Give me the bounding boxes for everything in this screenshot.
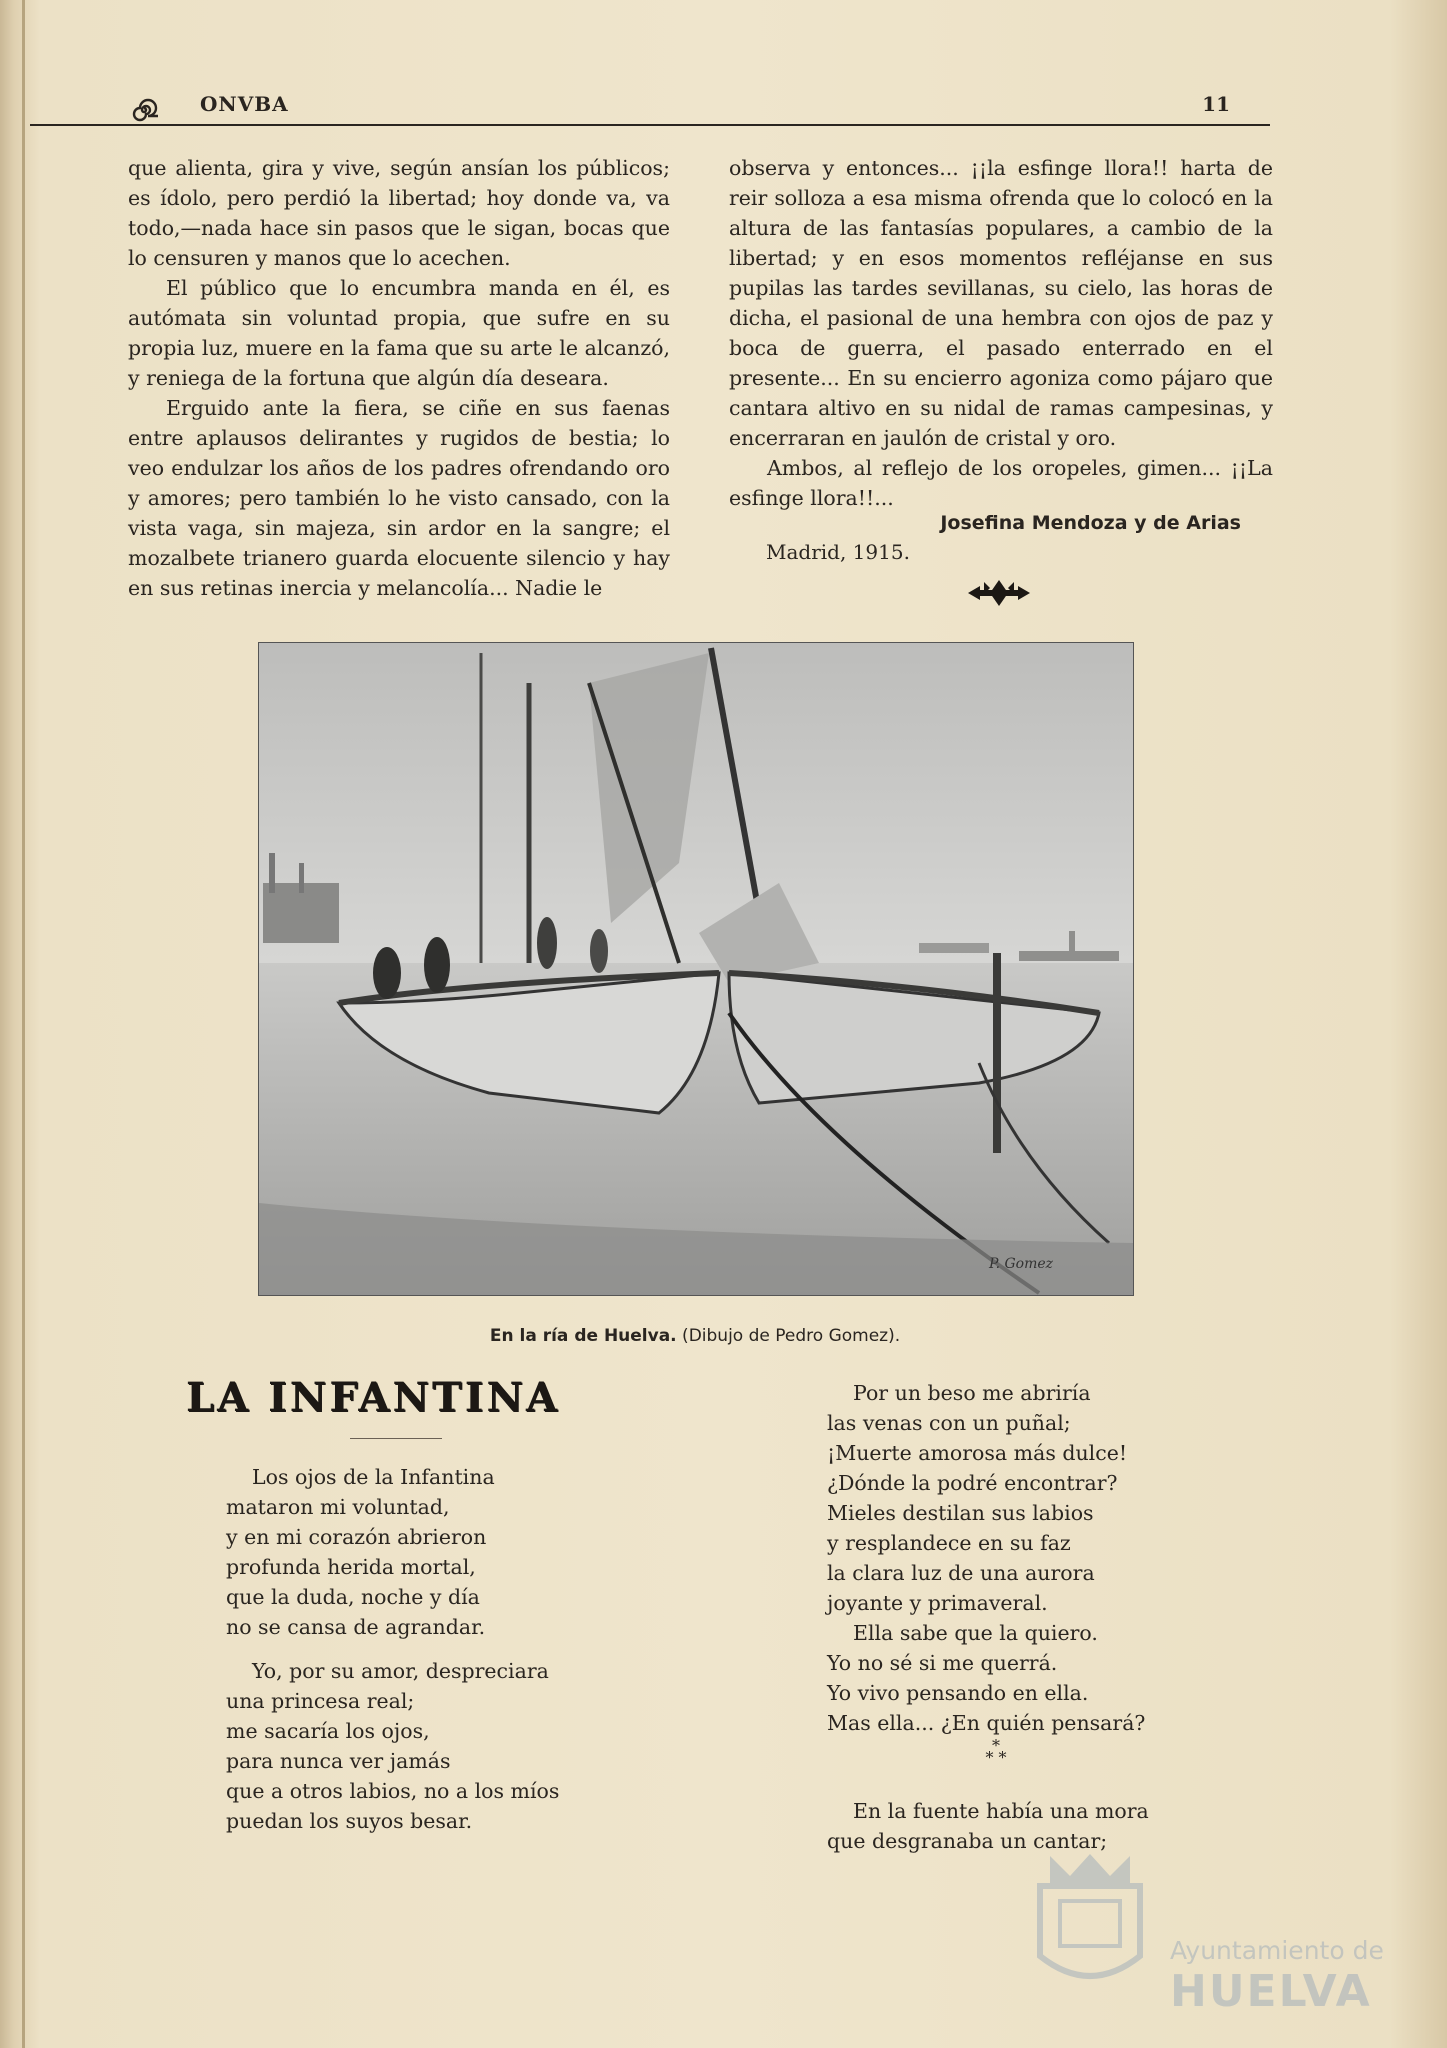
verse-line: mataron mi voluntad,: [226, 1495, 450, 1519]
verse-line: y en mi corazón abrieron: [226, 1525, 487, 1549]
verse-line: ¿Dónde la podré encontrar?: [827, 1471, 1118, 1495]
verse-line: Los ojos de la Infantina: [252, 1465, 495, 1489]
poem-right-column: [827, 1378, 1149, 1870]
verse-line: Ella sabe que la quiero.: [853, 1621, 1098, 1645]
paragraph: observa y entonces... ¡¡la esfinge llora!! harta de reir solloza a esa misma ofrenda que lo colocó en la altura de las fantasías populares, a cambio de la libertad; y en esos momentos refléjanse en sus pupilas las tardes sevillanas, su cielo, las horas de dicha, el pasional de una hembra con ojos de paz y boca de guerra, el pasado enterrado en el presente... En su encierro agoniza como pájaro que cantara altivo en su nidal de ramas campesinas, y encerraran en jaulón de cristal y oro.: [729, 156, 1273, 450]
verse-line: las venas con un puñal;: [827, 1411, 1071, 1435]
verse-line: En la fuente había una mora: [853, 1799, 1149, 1823]
asterism-divider: * * *: [985, 1736, 1007, 1767]
verse-line: joyante y primaveral.: [827, 1591, 1048, 1615]
verse-line: Mas ella... ¿En quién pensará?: [827, 1711, 1146, 1735]
binding-gutter: [22, 0, 25, 2048]
caption-credit: (Dibujo de Pedro Gomez).: [676, 1326, 901, 1346]
stanza: [226, 1462, 559, 1642]
verse-line: ¡Muerte amorosa más dulce!: [827, 1441, 1128, 1465]
verse-line: y resplandece en su faz: [827, 1531, 1071, 1555]
spiral-logo-icon: [130, 96, 158, 124]
poem-left-column: [226, 1462, 559, 1850]
verse-line: Yo no sé si me querrá.: [827, 1651, 1058, 1675]
illustration-caption: [258, 1326, 1132, 1346]
stanza: [226, 1656, 559, 1836]
ornament-icon: [968, 578, 1030, 608]
verse-line: me sacaría los ojos,: [226, 1719, 430, 1743]
verse-line: una princesa real;: [226, 1689, 415, 1713]
journal-title: ONVBA: [200, 92, 289, 116]
watermark-line-2: HUELVA: [1170, 1966, 1372, 2017]
article-left-column: [128, 153, 670, 603]
paragraph: El público que lo encumbra manda en él, es autómata sin voluntad propia, que sufre en su propia luz, muere en la fama que su arte le alcanzó, y reniega de la fortuna que algún día deseara.: [128, 276, 670, 390]
poem-title: LA INFANTINA: [186, 1374, 561, 1421]
paragraph: que alienta, gira y vive, según ansían los públicos; es ídolo, pero perdió la libertad; hoy donde va, va todo,—nada hace sin pasos que le sigan, bocas que lo censuren y manos que lo acechen.: [128, 156, 670, 270]
harbor-illustration: [258, 642, 1134, 1296]
stanza: [827, 1378, 1149, 1738]
page-header: [130, 88, 1270, 128]
author-signature: Josefina Mendoza y de Arias: [940, 512, 1241, 534]
paragraph: Ambos, al reflejo de los oropeles, gimen... ¡¡La esfinge llora!!...: [729, 456, 1273, 510]
dateline: Madrid, 1915.: [766, 540, 910, 564]
verse-line: la clara luz de una aurora: [827, 1561, 1095, 1585]
verse-line: Yo, por su amor, despreciara: [252, 1659, 549, 1683]
title-underline: [350, 1438, 442, 1439]
boats-drawing: [259, 643, 1133, 1295]
verse-line: puedan los suyos besar.: [226, 1809, 473, 1833]
caption-title: En la ría de Huelva.: [489, 1326, 677, 1346]
watermark: [1030, 1846, 1410, 2017]
artist-signature: P. Gomez: [989, 1256, 1054, 1272]
header-rule: [30, 124, 1270, 126]
verse-line: no se cansa de agrandar.: [226, 1615, 486, 1639]
watermark-line-1: Ayuntamiento de: [1170, 1936, 1384, 1965]
verse-line: que a otros labios, no a los míos: [226, 1779, 560, 1803]
verse-line: que desgranaba un cantar;: [827, 1829, 1108, 1853]
verse-line: Mieles destilan sus labios: [827, 1501, 1094, 1525]
paragraph: Erguido ante la fiera, se ciñe en sus faenas entre aplausos delirantes y rugidos de bestia; lo veo endulzar los años de los padres ofrendando oro y amores; pero también lo he visto cansado, con la vista vaga, sin majeza, sin ardor en la sangre; el mozalbete trianero guarda elocuente silencio y hay en sus retinas inercia y melancolía... Nadie le: [128, 396, 670, 600]
verse-line: profunda herida mortal,: [226, 1555, 476, 1579]
verse-line: para nunca ver jamás: [226, 1749, 451, 1773]
verse-line: Por un beso me abriría: [853, 1381, 1091, 1405]
article-right-column: [729, 153, 1273, 513]
verse-line: que la duda, noche y día: [226, 1585, 480, 1609]
verse-line: Yo vivo pensando en ella.: [827, 1681, 1089, 1705]
coat-of-arms-icon: [1030, 1846, 1150, 1996]
page-number: 11: [1202, 92, 1230, 116]
